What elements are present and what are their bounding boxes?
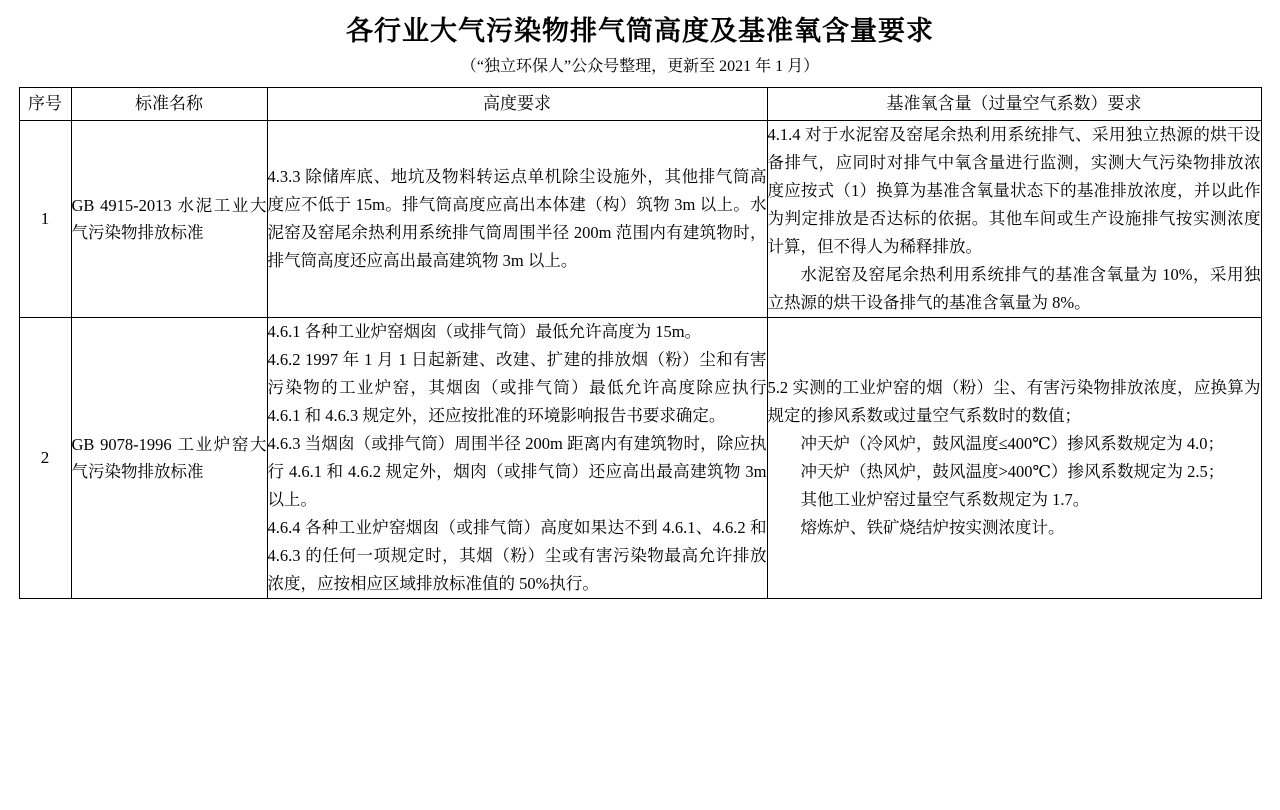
height-paragraph: 4.6.1 各种工业炉窑烟囱（或排气筒）最低允许高度为 15m。 (267, 322, 702, 341)
oxygen-paragraph: 熔炼炉、铁矿烧结炉按实测浓度计。 (800, 518, 1065, 537)
table-row (19, 121, 1261, 318)
height-requirement (267, 121, 767, 318)
table-header-row (19, 88, 1261, 121)
height-requirement (267, 318, 767, 599)
page-subtitle: （“独立环保人”公众号整理，更新至 2021 年 1 月） (460, 58, 820, 75)
oxygen-paragraph: 其他工业炉窑过量空气系数规定为 1.7。 (800, 490, 1090, 509)
height-paragraph: 4.6.2 1997 年 1 月 1 日起新建、改建、扩建的排放烟（粉）尘和有害污染物的工业炉窑，其烟囱（或排气筒）最低允许高度除应执行 4.6.1 和 4.6.3 规定外，还应按批准的环境影响报告书要求确定。 (267, 350, 767, 425)
column-header-no: 序号 (19, 88, 71, 121)
column-header-height: 高度要求 (267, 88, 767, 121)
height-paragraph: 4.3.3 除储库底、地坑及物料转运点单机除尘设施外，其他排气筒高度应不低于 15m。排气筒高度应高出本体建（构）筑物 3m 以上。水泥窑及窑尾余热利用系统排气筒周围半径 200m 范围内有建筑物时，排气筒高度还应高出最高建筑物 3m 以上。 (267, 167, 767, 270)
standard-name: GB 4915-2013 水泥工业大气污染物排放标准 (71, 121, 267, 318)
oxygen-paragraph: 冲天炉（热风炉，鼓风温度>400℃）掺风系数规定为 2.5； (800, 462, 1225, 481)
oxygen-requirement (767, 318, 1261, 599)
height-paragraph: 4.6.4 各种工业炉窑烟囱（或排气筒）高度如果达不到 4.6.1、4.6.2 和 4.6.3 的任何一项规定时，其烟（粉）尘或有害污染物最高允许排放浓度，应按相应区域排放标准值的 50%执行。 (267, 518, 767, 593)
column-header-standard: 标准名称 (71, 88, 267, 121)
oxygen-paragraph: 水泥窑及窑尾余热利用系统排气的基准含氧量为 10%，采用独立热源的烘干设备排气的基准含氧量为 8%。 (767, 265, 1261, 312)
document-page (0, 14, 1280, 810)
column-header-oxygen: 基准氧含量（过量空气系数）要求 (767, 88, 1261, 121)
page-title: 各行业大气污染物排气筒高度及基准氧含量要求 (346, 16, 934, 46)
oxygen-requirement (767, 121, 1261, 318)
table-head (19, 88, 1261, 121)
oxygen-paragraph: 5.2 实测的工业炉窑的烟（粉）尘、有害污染物排放浓度，应换算为规定的掺风系数或过量空气系数时的数值； (767, 378, 1261, 425)
oxygen-paragraph: 冲天炉（冷风炉，鼓风温度≤400℃）掺风系数规定为 4.0； (800, 434, 1225, 453)
table-body (19, 121, 1261, 599)
standard-name: GB 9078-1996 工业炉窑大气污染物排放标准 (71, 318, 267, 599)
height-paragraph: 4.6.3 当烟囱（或排气筒）周围半径 200m 距离内有建筑物时，除应执行 4.6.1 和 4.6.2 规定外，烟肉（或排气筒）还应高出最高建筑物 3m 以上。 (267, 434, 767, 509)
row-number: 2 (19, 318, 71, 599)
table-row (19, 318, 1261, 599)
row-number: 1 (19, 121, 71, 318)
oxygen-paragraph: 4.1.4 对于水泥窑及窑尾余热利用系统排气、采用独立热源的烘干设备排气，应同时对排气中氧含量进行监测，实测大气污染物排放浓度应按式（1）换算为基准含氧量状态下的基准排放浓度，并以此作为判定排放是否达标的依据。其他车间或生产设施排气按实测浓度计算，但不得人为稀释排放。 (767, 125, 1261, 256)
requirements-table (19, 87, 1262, 599)
